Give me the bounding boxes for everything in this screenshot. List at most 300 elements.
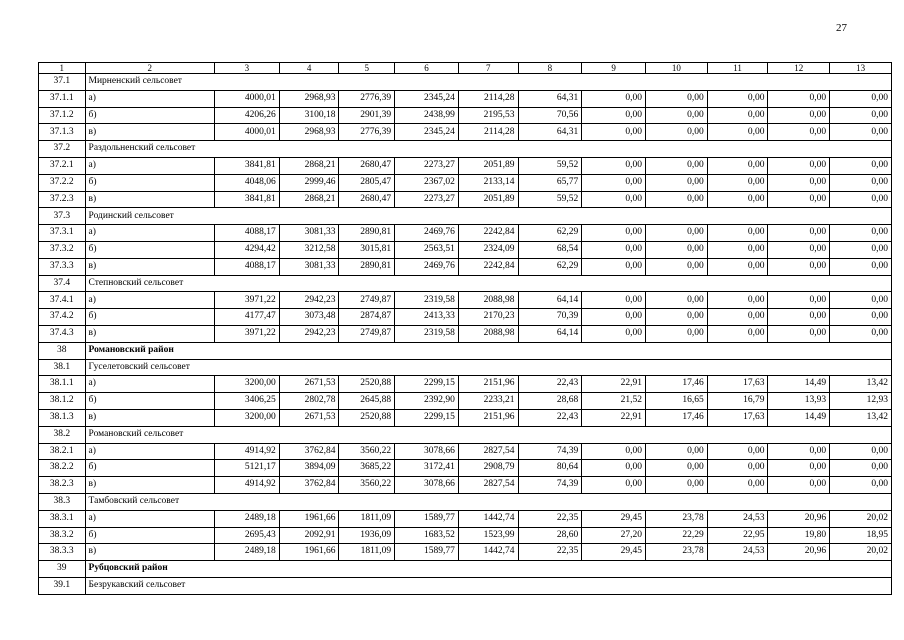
row-label: б) [85, 174, 215, 191]
value-cell: 0,00 [582, 443, 646, 460]
value-cell: 22,95 [707, 527, 768, 544]
column-number-cell: 11 [707, 63, 768, 74]
value-cell: 2319,58 [395, 325, 459, 342]
value-cell: 4914,92 [215, 477, 280, 494]
table-row [39, 527, 892, 544]
value-cell: 64,31 [518, 124, 582, 141]
row-code: 37.3.1 [39, 225, 86, 242]
district-title: Рубцовский район [85, 561, 891, 578]
value-cell: 0,00 [582, 309, 646, 326]
column-number-cell: 4 [279, 63, 339, 74]
row-code: 37.1.1 [39, 90, 86, 107]
value-cell: 0,00 [646, 157, 708, 174]
row-code: 38.2.1 [39, 443, 86, 460]
row-code: 38.1.1 [39, 376, 86, 393]
value-cell: 2890,81 [339, 258, 395, 275]
value-cell: 74,39 [518, 477, 582, 494]
value-cell: 0,00 [582, 124, 646, 141]
section-row [39, 275, 892, 292]
value-cell: 3894,09 [279, 460, 339, 477]
value-cell: 2469,76 [395, 258, 459, 275]
value-cell: 74,39 [518, 443, 582, 460]
value-cell: 2114,28 [458, 124, 518, 141]
value-cell: 3073,48 [279, 309, 339, 326]
value-cell: 64,31 [518, 90, 582, 107]
table-row [39, 376, 892, 393]
section-row [39, 426, 892, 443]
value-cell: 0,00 [646, 443, 708, 460]
value-cell: 2802,78 [279, 393, 339, 410]
value-cell: 0,00 [707, 460, 768, 477]
column-number-cell: 1 [39, 63, 86, 74]
row-code: 37.4.3 [39, 325, 86, 342]
row-label: а) [85, 292, 215, 309]
row-label: а) [85, 225, 215, 242]
value-cell: 3971,22 [215, 292, 280, 309]
value-cell: 0,00 [707, 477, 768, 494]
value-cell: 0,00 [768, 157, 830, 174]
section-row [39, 342, 892, 359]
value-cell: 3081,33 [279, 258, 339, 275]
table-row [39, 409, 892, 426]
value-cell: 0,00 [646, 258, 708, 275]
column-number-cell: 13 [830, 63, 892, 74]
row-code: 37.3.2 [39, 241, 86, 258]
value-cell: 68,54 [518, 241, 582, 258]
column-number-cell: 3 [215, 63, 280, 74]
value-cell: 29,45 [582, 544, 646, 561]
row-label: б) [85, 107, 215, 124]
value-cell: 0,00 [582, 477, 646, 494]
value-cell: 0,00 [830, 241, 892, 258]
row-code: 39 [39, 561, 86, 578]
value-cell: 0,00 [582, 107, 646, 124]
value-cell: 4294,42 [215, 241, 280, 258]
row-code: 38.3.1 [39, 510, 86, 527]
value-cell: 2413,33 [395, 309, 459, 326]
column-number-cell: 12 [768, 63, 830, 74]
value-cell: 28,68 [518, 393, 582, 410]
table-row [39, 191, 892, 208]
table-row [39, 258, 892, 275]
row-code: 37.1.2 [39, 107, 86, 124]
value-cell: 21,52 [582, 393, 646, 410]
page-number: 27 [836, 22, 847, 34]
value-cell: 0,00 [830, 124, 892, 141]
value-cell: 0,00 [582, 90, 646, 107]
value-cell: 0,00 [646, 174, 708, 191]
value-cell: 0,00 [707, 124, 768, 141]
section-row [39, 493, 892, 510]
column-number-cell: 2 [85, 63, 215, 74]
value-cell: 17,46 [646, 376, 708, 393]
value-cell: 22,35 [518, 544, 582, 561]
value-cell: 0,00 [768, 477, 830, 494]
value-cell: 2114,28 [458, 90, 518, 107]
value-cell: 2170,23 [458, 309, 518, 326]
row-code: 37.2.1 [39, 157, 86, 174]
council-title: Родинский сельсовет [85, 208, 891, 225]
value-cell: 3762,84 [279, 443, 339, 460]
value-cell: 22,91 [582, 376, 646, 393]
table-row [39, 510, 892, 527]
value-cell: 0,00 [830, 258, 892, 275]
value-cell: 0,00 [830, 292, 892, 309]
row-label: а) [85, 157, 215, 174]
value-cell: 3560,22 [339, 443, 395, 460]
row-code: 38 [39, 342, 86, 359]
row-label: а) [85, 376, 215, 393]
value-cell: 0,00 [582, 292, 646, 309]
row-label: б) [85, 460, 215, 477]
value-cell: 2671,53 [279, 409, 339, 426]
value-cell: 2776,39 [339, 124, 395, 141]
value-cell: 0,00 [646, 90, 708, 107]
value-cell: 4088,17 [215, 225, 280, 242]
value-cell: 0,00 [768, 107, 830, 124]
value-cell: 0,00 [646, 309, 708, 326]
row-code: 37.1 [39, 74, 86, 91]
value-cell: 2520,88 [339, 376, 395, 393]
value-cell: 2151,96 [458, 409, 518, 426]
value-cell: 0,00 [830, 477, 892, 494]
value-cell: 2489,18 [215, 544, 280, 561]
column-number-cell: 9 [582, 63, 646, 74]
value-cell: 0,00 [646, 225, 708, 242]
table-row [39, 309, 892, 326]
value-cell: 59,52 [518, 191, 582, 208]
value-cell: 2299,15 [395, 376, 459, 393]
value-cell: 4206,26 [215, 107, 280, 124]
table-row [39, 544, 892, 561]
value-cell: 2680,47 [339, 157, 395, 174]
value-cell: 0,00 [646, 325, 708, 342]
section-row [39, 561, 892, 578]
value-cell: 0,00 [768, 225, 830, 242]
table-row [39, 325, 892, 342]
value-cell: 2051,89 [458, 157, 518, 174]
value-cell: 2345,24 [395, 90, 459, 107]
value-cell: 14,49 [768, 376, 830, 393]
value-cell: 4000,01 [215, 90, 280, 107]
value-cell: 0,00 [768, 90, 830, 107]
row-code: 37.3 [39, 208, 86, 225]
row-label: в) [85, 409, 215, 426]
column-number-cell: 8 [518, 63, 582, 74]
value-cell: 0,00 [830, 174, 892, 191]
value-cell: 4000,01 [215, 124, 280, 141]
value-cell: 0,00 [646, 460, 708, 477]
section-row [39, 359, 892, 376]
value-cell: 0,00 [768, 241, 830, 258]
value-cell: 0,00 [707, 191, 768, 208]
value-cell: 2908,79 [458, 460, 518, 477]
row-code: 38.3.2 [39, 527, 86, 544]
value-cell: 2242,84 [458, 225, 518, 242]
row-code: 38.1.2 [39, 393, 86, 410]
value-cell: 3762,84 [279, 477, 339, 494]
value-cell: 2088,98 [458, 325, 518, 342]
row-code: 37.4.2 [39, 309, 86, 326]
row-label: а) [85, 90, 215, 107]
value-cell: 0,00 [768, 124, 830, 141]
value-cell: 64,14 [518, 325, 582, 342]
value-cell: 22,29 [646, 527, 708, 544]
value-cell: 22,43 [518, 376, 582, 393]
council-title: Мирненский сельсовет [85, 74, 891, 91]
row-label: в) [85, 544, 215, 561]
value-cell: 2968,93 [279, 124, 339, 141]
value-cell: 28,60 [518, 527, 582, 544]
value-cell: 2827,54 [458, 477, 518, 494]
council-title: Раздольненский сельсовет [85, 141, 891, 158]
value-cell: 3078,66 [395, 443, 459, 460]
value-cell: 0,00 [707, 309, 768, 326]
value-cell: 1683,52 [395, 527, 459, 544]
value-cell: 3078,66 [395, 477, 459, 494]
value-cell: 0,00 [707, 225, 768, 242]
value-cell: 2133,14 [458, 174, 518, 191]
value-cell: 65,77 [518, 174, 582, 191]
value-cell: 22,35 [518, 510, 582, 527]
value-cell: 0,00 [768, 258, 830, 275]
value-cell: 0,00 [707, 174, 768, 191]
value-cell: 2749,87 [339, 325, 395, 342]
value-cell: 22,43 [518, 409, 582, 426]
section-row [39, 208, 892, 225]
row-label: б) [85, 241, 215, 258]
row-label: б) [85, 393, 215, 410]
row-code: 37.1.3 [39, 124, 86, 141]
value-cell: 2968,93 [279, 90, 339, 107]
value-cell: 1811,09 [339, 510, 395, 527]
value-cell: 2324,09 [458, 241, 518, 258]
value-cell: 0,00 [582, 460, 646, 477]
value-cell: 62,29 [518, 258, 582, 275]
section-row [39, 74, 892, 91]
value-cell: 2051,89 [458, 191, 518, 208]
value-cell: 0,00 [830, 309, 892, 326]
row-code: 39.1 [39, 577, 86, 594]
district-title: Романовский район [85, 342, 891, 359]
value-cell: 0,00 [768, 325, 830, 342]
value-cell: 3212,58 [279, 241, 339, 258]
row-code: 37.3.3 [39, 258, 86, 275]
value-cell: 2749,87 [339, 292, 395, 309]
value-cell: 0,00 [707, 325, 768, 342]
value-cell: 0,00 [768, 460, 830, 477]
value-cell: 20,02 [830, 510, 892, 527]
value-cell: 70,56 [518, 107, 582, 124]
value-cell: 0,00 [646, 107, 708, 124]
row-label: а) [85, 443, 215, 460]
row-label: б) [85, 527, 215, 544]
value-cell: 4177,47 [215, 309, 280, 326]
value-cell: 2151,96 [458, 376, 518, 393]
value-cell: 14,49 [768, 409, 830, 426]
table-row [39, 477, 892, 494]
value-cell: 0,00 [582, 174, 646, 191]
value-cell: 2319,58 [395, 292, 459, 309]
value-cell: 3015,81 [339, 241, 395, 258]
value-cell: 2776,39 [339, 90, 395, 107]
value-cell: 1961,66 [279, 544, 339, 561]
value-cell: 1589,77 [395, 544, 459, 561]
value-cell: 0,00 [830, 225, 892, 242]
value-cell: 27,20 [582, 527, 646, 544]
value-cell: 17,46 [646, 409, 708, 426]
row-label: в) [85, 258, 215, 275]
value-cell: 0,00 [646, 241, 708, 258]
row-label: б) [85, 309, 215, 326]
value-cell: 2345,24 [395, 124, 459, 141]
value-cell: 4914,92 [215, 443, 280, 460]
value-cell: 2273,27 [395, 191, 459, 208]
value-cell: 2092,91 [279, 527, 339, 544]
value-cell: 2088,98 [458, 292, 518, 309]
value-cell: 24,53 [707, 510, 768, 527]
value-cell: 13,93 [768, 393, 830, 410]
value-cell: 23,78 [646, 544, 708, 561]
value-cell: 0,00 [582, 225, 646, 242]
value-cell: 0,00 [830, 191, 892, 208]
value-cell: 0,00 [646, 191, 708, 208]
section-row [39, 577, 892, 594]
value-cell: 2520,88 [339, 409, 395, 426]
value-cell: 0,00 [830, 460, 892, 477]
value-cell: 29,45 [582, 510, 646, 527]
value-cell: 2438,99 [395, 107, 459, 124]
table-row [39, 174, 892, 191]
value-cell: 0,00 [768, 174, 830, 191]
row-label: в) [85, 477, 215, 494]
value-cell: 0,00 [707, 443, 768, 460]
value-cell: 0,00 [768, 443, 830, 460]
row-code: 38.2.3 [39, 477, 86, 494]
value-cell: 2195,53 [458, 107, 518, 124]
value-cell: 2827,54 [458, 443, 518, 460]
value-cell: 64,14 [518, 292, 582, 309]
value-cell: 16,65 [646, 393, 708, 410]
value-cell: 0,00 [582, 157, 646, 174]
value-cell: 0,00 [707, 157, 768, 174]
value-cell: 59,52 [518, 157, 582, 174]
value-cell: 3841,81 [215, 191, 280, 208]
value-cell: 17,63 [707, 376, 768, 393]
row-code: 38.3.3 [39, 544, 86, 561]
value-cell: 2805,47 [339, 174, 395, 191]
value-cell: 1442,74 [458, 510, 518, 527]
section-row [39, 141, 892, 158]
council-title: Романовский сельсовет [85, 426, 891, 443]
value-cell: 0,00 [582, 325, 646, 342]
value-cell: 2242,84 [458, 258, 518, 275]
value-cell: 4048,06 [215, 174, 280, 191]
row-label: а) [85, 510, 215, 527]
column-number-cell: 5 [339, 63, 395, 74]
value-cell: 2874,87 [339, 309, 395, 326]
table-row [39, 124, 892, 141]
value-cell: 20,96 [768, 510, 830, 527]
value-cell: 3841,81 [215, 157, 280, 174]
value-cell: 0,00 [830, 443, 892, 460]
value-cell: 3100,18 [279, 107, 339, 124]
value-cell: 2645,88 [339, 393, 395, 410]
value-cell: 0,00 [582, 241, 646, 258]
value-cell: 1961,66 [279, 510, 339, 527]
table-row [39, 443, 892, 460]
value-cell: 0,00 [707, 258, 768, 275]
table-row [39, 460, 892, 477]
value-cell: 1589,77 [395, 510, 459, 527]
value-cell: 2233,21 [458, 393, 518, 410]
value-cell: 16,79 [707, 393, 768, 410]
value-cell: 2999,46 [279, 174, 339, 191]
value-cell: 2695,43 [215, 527, 280, 544]
value-cell: 2901,39 [339, 107, 395, 124]
row-code: 38.1 [39, 359, 86, 376]
table-row [39, 225, 892, 242]
value-cell: 0,00 [707, 241, 768, 258]
column-number-cell: 7 [458, 63, 518, 74]
value-cell: 2942,23 [279, 325, 339, 342]
value-cell: 0,00 [646, 477, 708, 494]
value-cell: 3172,41 [395, 460, 459, 477]
value-cell: 0,00 [830, 157, 892, 174]
table-row [39, 393, 892, 410]
council-title: Безрукавский сельсовет [85, 577, 891, 594]
value-cell: 12,93 [830, 393, 892, 410]
row-code: 37.2.2 [39, 174, 86, 191]
row-code: 38.3 [39, 493, 86, 510]
table-row [39, 157, 892, 174]
value-cell: 0,00 [830, 107, 892, 124]
value-cell: 2489,18 [215, 510, 280, 527]
value-cell: 2680,47 [339, 191, 395, 208]
row-code: 37.2.3 [39, 191, 86, 208]
value-cell: 19,80 [768, 527, 830, 544]
value-cell: 13,42 [830, 376, 892, 393]
row-code: 38.2 [39, 426, 86, 443]
council-title: Степновский сельсовет [85, 275, 891, 292]
value-cell: 2367,02 [395, 174, 459, 191]
row-label: в) [85, 124, 215, 141]
value-cell: 5121,17 [215, 460, 280, 477]
value-cell: 2890,81 [339, 225, 395, 242]
row-code: 38.1.3 [39, 409, 86, 426]
value-cell: 1936,09 [339, 527, 395, 544]
value-cell: 2942,23 [279, 292, 339, 309]
row-label: в) [85, 325, 215, 342]
table-row [39, 292, 892, 309]
value-cell: 0,00 [646, 292, 708, 309]
value-cell: 2671,53 [279, 376, 339, 393]
value-cell: 2299,15 [395, 409, 459, 426]
value-cell: 3081,33 [279, 225, 339, 242]
table-body [39, 63, 892, 595]
row-code: 38.2.2 [39, 460, 86, 477]
value-cell: 2563,51 [395, 241, 459, 258]
value-cell: 18,95 [830, 527, 892, 544]
value-cell: 2273,27 [395, 157, 459, 174]
value-cell: 2868,21 [279, 157, 339, 174]
value-cell: 3406,25 [215, 393, 280, 410]
row-code: 37.4 [39, 275, 86, 292]
value-cell: 1442,74 [458, 544, 518, 561]
column-number-cell: 10 [646, 63, 708, 74]
value-cell: 0,00 [768, 191, 830, 208]
value-cell: 0,00 [582, 258, 646, 275]
